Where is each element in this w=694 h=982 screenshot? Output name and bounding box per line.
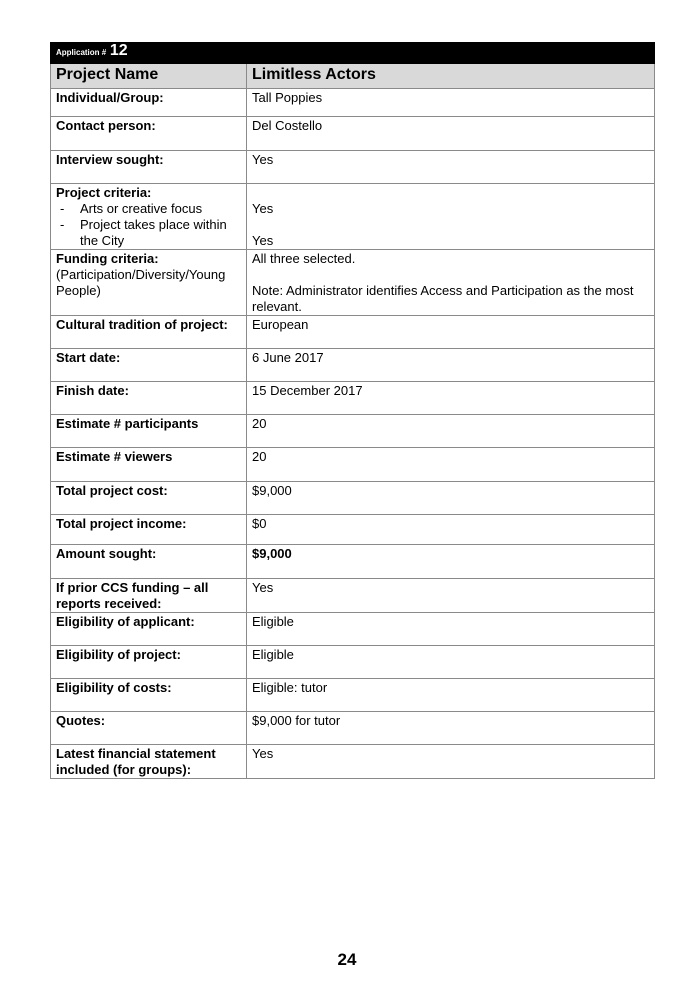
table-row: [51, 316, 655, 349]
eligibility-project-value: Eligible: [247, 646, 655, 679]
project-name-label: Project Name: [51, 64, 247, 89]
table-row: [51, 545, 655, 579]
table-row: [51, 448, 655, 482]
application-number-bar: [51, 43, 655, 64]
eligibility-costs-value: Eligible: tutor: [247, 679, 655, 712]
application-label: Application #: [56, 48, 107, 57]
estimate-participants-label: Estimate # participants: [51, 415, 247, 448]
application-table: [50, 42, 655, 779]
project-name-row: [51, 64, 655, 89]
contact-person-label: Contact person:: [51, 117, 247, 151]
prior-ccs-funding-value: Yes: [247, 579, 655, 613]
table-row: [51, 89, 655, 117]
start-date-label: Start date:: [51, 349, 247, 382]
criteria-list: [56, 201, 241, 249]
table-row: [51, 646, 655, 679]
criteria-value: Yes: [252, 233, 274, 248]
table-row: [51, 482, 655, 515]
application-number: 12: [109, 42, 128, 59]
funding-criteria-note: Note: Administrator identifies Access and Participation as the most relevant.: [252, 283, 634, 314]
total-project-income-value: $0: [247, 515, 655, 545]
project-name-value: Limitless Actors: [247, 64, 655, 89]
estimate-participants-value: 20: [247, 415, 655, 448]
eligibility-applicant-label: Eligibility of applicant:: [51, 613, 247, 646]
total-project-cost-value: $9,000: [247, 482, 655, 515]
interview-sought-label: Interview sought:: [51, 151, 247, 184]
table-row: [51, 745, 655, 779]
table-row: [51, 679, 655, 712]
amount-sought-value: $9,000: [247, 545, 655, 579]
table-row: [51, 349, 655, 382]
finish-date-label: Finish date:: [51, 382, 247, 415]
cultural-tradition-label: Cultural tradition of project:: [51, 316, 247, 349]
amount-sought-label: Amount sought:: [51, 545, 247, 579]
table-row: [51, 579, 655, 613]
eligibility-project-label: Eligibility of project:: [51, 646, 247, 679]
table-row: [51, 184, 655, 250]
cultural-tradition-value: European: [247, 316, 655, 349]
finish-date-value: 15 December 2017: [247, 382, 655, 415]
table-row: [51, 613, 655, 646]
criteria-item: - Arts or creative focus: [56, 201, 241, 217]
page-number: 24: [337, 950, 357, 969]
table-row: [51, 250, 655, 316]
interview-sought-value: Yes: [247, 151, 655, 184]
individual-group-label: Individual/Group:: [51, 89, 247, 117]
estimate-viewers-label: Estimate # viewers: [51, 448, 247, 482]
estimate-viewers-value: 20: [247, 448, 655, 482]
quotes-label: Quotes:: [51, 712, 247, 745]
prior-ccs-funding-label: If prior CCS funding – all reports received:: [51, 579, 247, 613]
start-date-value: 6 June 2017: [247, 349, 655, 382]
table-row: [51, 515, 655, 545]
table-row: [51, 151, 655, 184]
funding-criteria-value: All three selected.: [252, 251, 356, 266]
total-project-income-label: Total project income:: [51, 515, 247, 545]
total-project-cost-label: Total project cost:: [51, 482, 247, 515]
table-row: [51, 382, 655, 415]
contact-person-value: Del Costello: [247, 117, 655, 151]
quotes-value: $9,000 for tutor: [247, 712, 655, 745]
project-criteria-label: Project criteria:: [56, 185, 152, 200]
individual-group-value: Tall Poppies: [247, 89, 655, 117]
financial-statement-value: Yes: [247, 745, 655, 779]
table-row: [51, 415, 655, 448]
eligibility-costs-label: Eligibility of costs:: [51, 679, 247, 712]
funding-criteria-label: Funding criteria:: [56, 251, 159, 266]
table-row: [51, 712, 655, 745]
funding-criteria-sublabel: (Participation/Diversity/Young People): [56, 267, 226, 298]
financial-statement-label: Latest financial statement included (for groups):: [51, 745, 247, 779]
table-row: [51, 117, 655, 151]
criteria-item: - Project takes place within the City: [56, 217, 241, 249]
criteria-value: Yes: [252, 201, 274, 216]
eligibility-applicant-value: Eligible: [247, 613, 655, 646]
